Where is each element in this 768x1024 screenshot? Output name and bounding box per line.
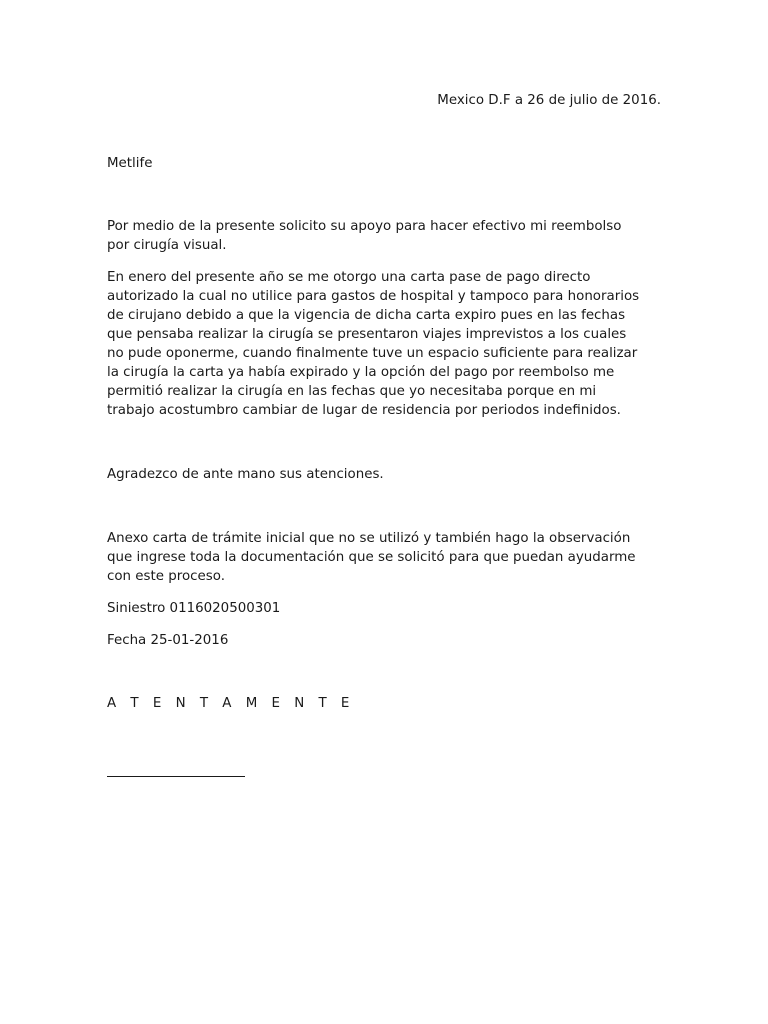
paragraph-line: la cirugía la carta ya había expirado y la opción del pago por reembolso me xyxy=(107,365,615,380)
paragraph-line: autorizado la cual no utilice para gastos de hospital y tampoco para honorarios xyxy=(107,289,640,304)
paragraph-line: por cirugía visual. xyxy=(107,238,227,253)
annex-paragraph xyxy=(107,529,667,586)
paragraph-line: En enero del presente año se me otorgo una carta pase de pago directo xyxy=(107,270,591,285)
paragraph-line: Anexo carta de trámite inicial que no se utilizó y también hago la observación xyxy=(107,531,631,546)
explanation-paragraph xyxy=(107,268,667,420)
paragraph-line: Por medio de la presente solicito su apoyo para hacer efectivo mi reembolso xyxy=(107,219,622,234)
closing-line: A T E N T A M E N T E xyxy=(107,696,355,711)
claim-number: Siniestro 0116020500301 xyxy=(107,601,281,616)
letter-recipient: Metlife xyxy=(107,156,153,171)
letter-date: Mexico D.F a 26 de julio de 2016. xyxy=(437,93,661,108)
signature-line xyxy=(107,776,245,777)
paragraph-line: permitió realizar la cirugía en las fechas que yo necesitaba porque en mi xyxy=(107,384,597,399)
paragraph-line: no pude oponerme, cuando finalmente tuve un espacio suficiente para realizar xyxy=(107,346,638,361)
claim-date: Fecha 25-01-2016 xyxy=(107,633,229,648)
paragraph-line: que pensaba realizar la cirugía se presentaron viajes imprevistos a los cuales xyxy=(107,327,627,342)
paragraph-line: con este proceso. xyxy=(107,569,225,584)
paragraph-line: trabajo acostumbro cambiar de lugar de residencia por periodos indefinidos. xyxy=(107,403,621,418)
paragraph-line: de cirujano debido a que la vigencia de dicha carta expiro pues en las fechas xyxy=(107,308,626,323)
request-paragraph xyxy=(107,217,667,255)
thanks-line: Agradezco de ante mano sus atenciones. xyxy=(107,467,384,482)
paragraph-line: que ingrese toda la documentación que se solicitó para que puedan ayudarme xyxy=(107,550,636,565)
